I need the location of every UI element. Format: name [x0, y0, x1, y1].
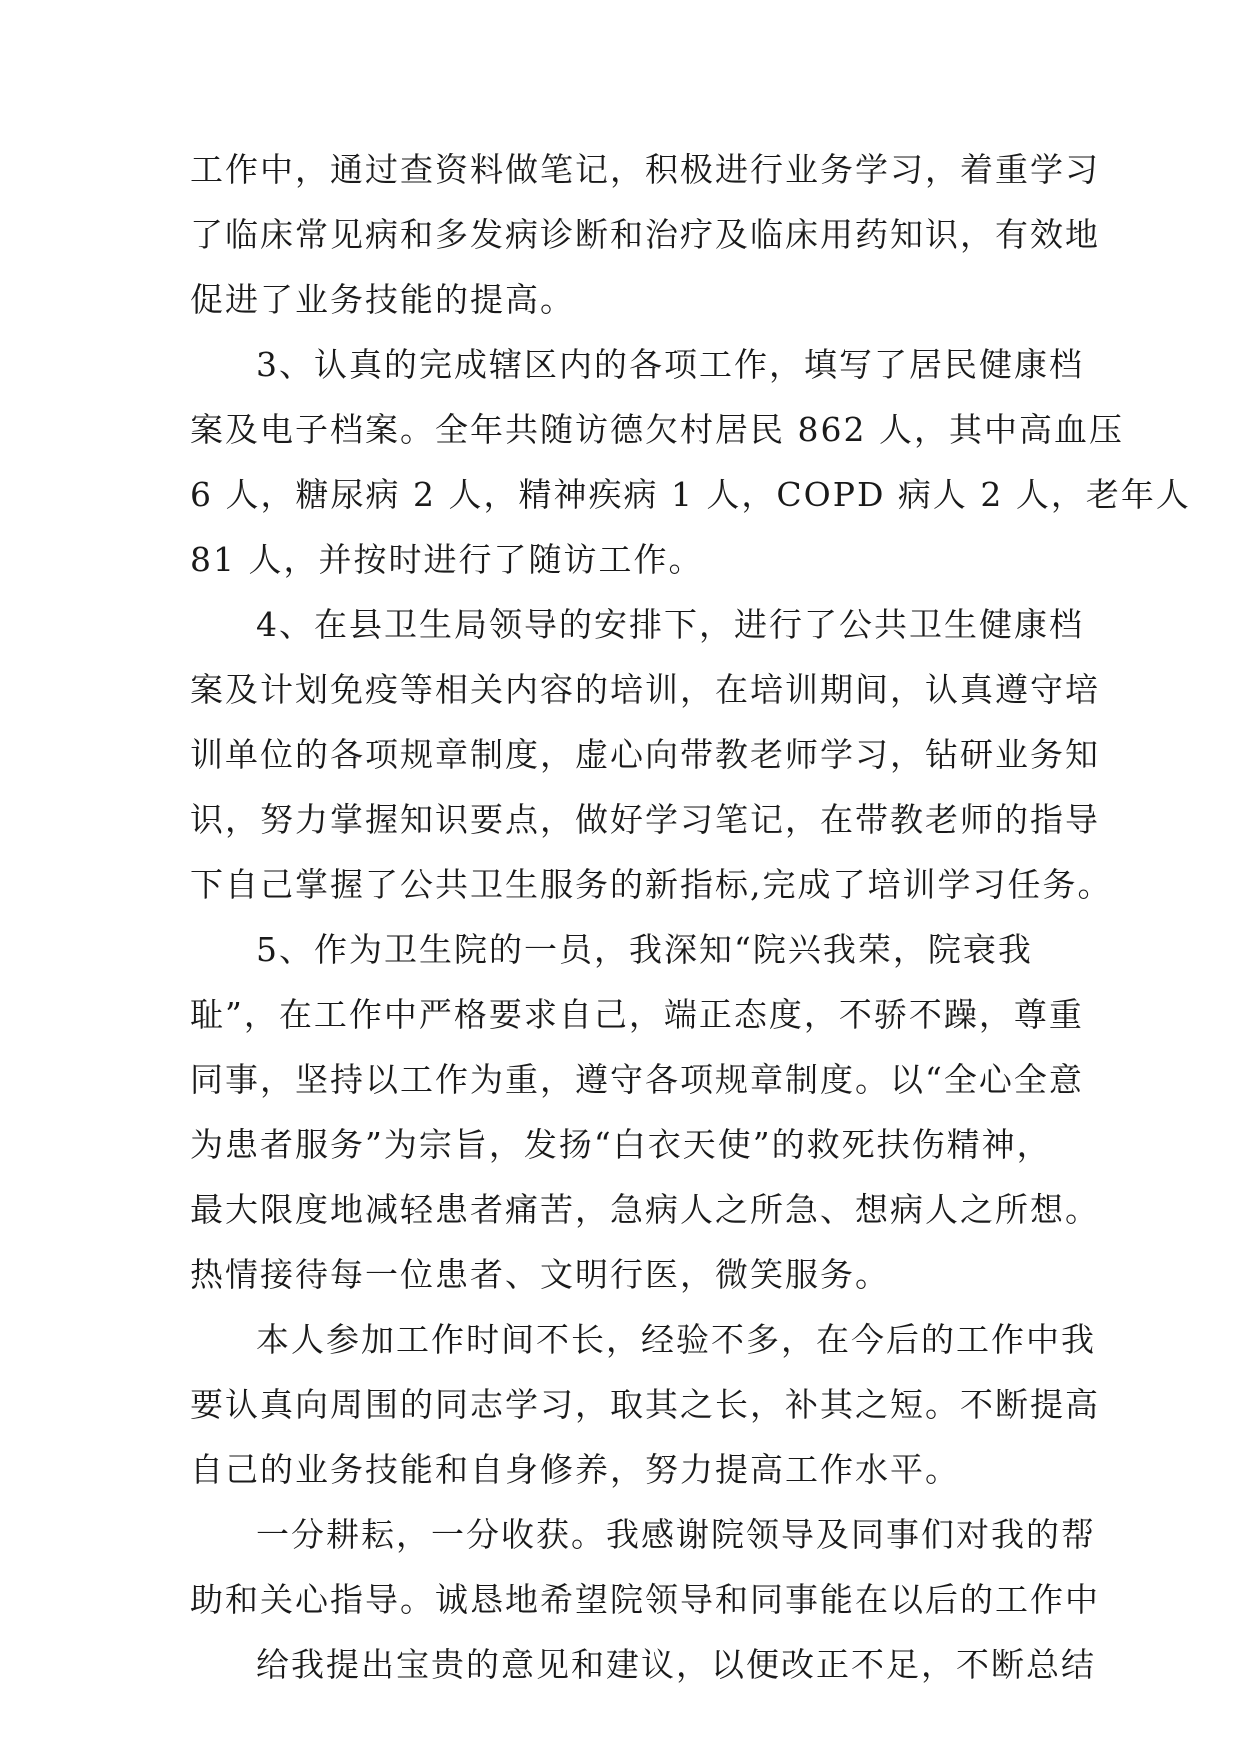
text-line-1: 工作中，通过查资料做笔记，积极进行业务学习，着重学习: [190, 150, 1100, 189]
text-line-19: 本人参加工作时间不长，经验不多，在今后的工作中我: [256, 1320, 1096, 1359]
text-line-22: 一分耕耘，一分收获。我感谢院领导及同事们对我的帮: [256, 1515, 1096, 1554]
text-line-6: 6 人，糖尿病 2 人，精神疾病 1 人，COPD 病人 2 人，老年人: [190, 475, 1191, 514]
text-line-24: 给我提出宝贵的意见和建议，以便改正不足，不断总结: [256, 1645, 1096, 1684]
text-line-10: 训单位的各项规章制度，虚心向带教老师学习，钻研业务知: [190, 735, 1100, 774]
text-line-8: 4、在县卫生局领导的安排下，进行了公共卫生健康档: [256, 605, 1084, 644]
text-line-5: 案及电子档案。全年共随访德欠村居民 862 人，其中高血压: [190, 410, 1124, 449]
text-line-16: 为患者服务”为宗旨，发扬“白衣天使”的救死扶伤精神，: [190, 1125, 1052, 1164]
text-line-18: 热情接待每一位患者、文明行医，微笑服务。: [190, 1255, 890, 1294]
text-line-14: 耻”，在工作中严格要求自己，端正态度，不骄不躁，尊重: [190, 995, 1084, 1034]
text-line-12: 下自己掌握了公共卫生服务的新指标,完成了培训学习任务。: [190, 865, 1113, 904]
text-line-15: 同事，坚持以工作为重，遵守各项规章制度。以“全心全意: [190, 1060, 1084, 1099]
text-line-3: 促进了业务技能的提高。: [190, 280, 575, 319]
text-line-13: 5、作为卫生院的一员，我深知“院兴我荣，院衰我: [256, 930, 1033, 969]
text-line-17: 最大限度地减轻患者痛苦，急病人之所急、想病人之所想。: [190, 1190, 1100, 1229]
text-line-21: 自己的业务技能和自身修养，努力提高工作水平。: [190, 1450, 960, 1489]
text-line-4: 3、认真的完成辖区内的各项工作，填写了居民健康档: [256, 345, 1084, 384]
text-line-11: 识，努力掌握知识要点，做好学习笔记，在带教老师的指导: [190, 800, 1100, 839]
text-line-2: 了临床常见病和多发病诊断和治疗及临床用药知识，有效地: [190, 215, 1100, 254]
text-line-7: 81 人，并按时进行了随访工作。: [190, 540, 704, 579]
text-line-23: 助和关心指导。诚恳地希望院领导和同事能在以后的工作中: [190, 1580, 1100, 1619]
text-line-20: 要认真向周围的同志学习，取其之长，补其之短。不断提高: [190, 1385, 1100, 1424]
text-line-9: 案及计划免疫等相关内容的培训，在培训期间，认真遵守培: [190, 670, 1100, 709]
